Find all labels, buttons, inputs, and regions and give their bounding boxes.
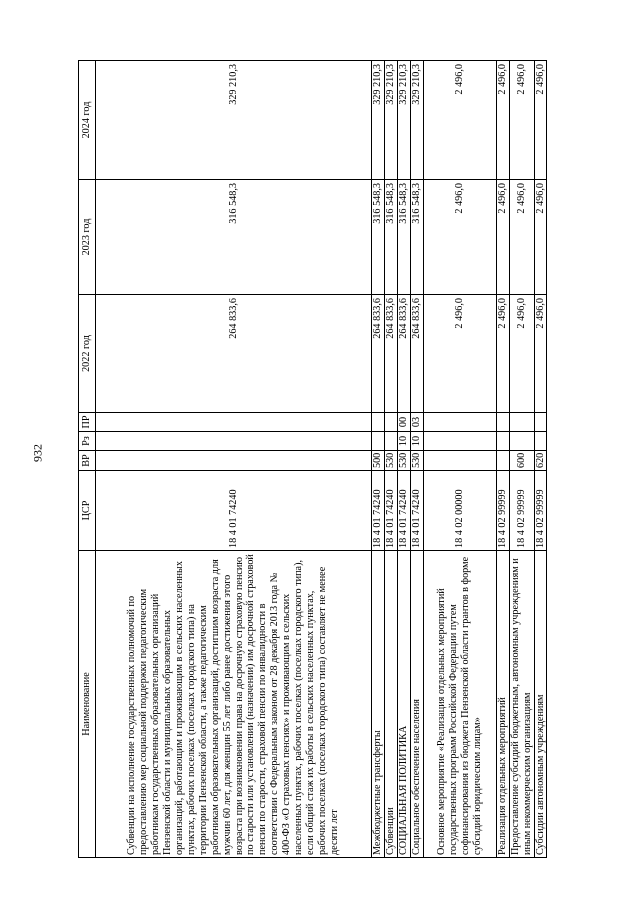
- row-csr: 18 4 01 74240: [384, 471, 397, 551]
- row-rz: [509, 432, 534, 451]
- row-2022: 2 496,0: [496, 295, 509, 413]
- row-2022: 2 496,0: [534, 295, 547, 413]
- row-name: Основное мероприятие «Реализация отдельных мероприятий государственных программ Российской Федерации путем софинансирования из бюджета Пензенской области грантов в форме субсидий юридическим лицам»: [423, 551, 496, 858]
- table-row: [509, 61, 534, 858]
- row-rz: 10: [397, 432, 410, 451]
- row-name: Субсидии автономным учреждениям: [534, 551, 547, 858]
- table-row: [496, 61, 509, 858]
- row-name: СОЦИАЛЬНАЯ ПОЛИТИКА: [397, 551, 410, 858]
- table-row: [423, 61, 496, 858]
- col-header-2023: 2023 год: [79, 180, 96, 295]
- row-2023: 2 496,0: [496, 180, 509, 295]
- row-2023: 2 496,0: [534, 180, 547, 295]
- row-2024: 329 210,3: [372, 61, 385, 180]
- row-2022: 264 833,6: [372, 295, 385, 413]
- row-2023: 316 548,3: [410, 180, 423, 295]
- row-pr: [372, 413, 385, 432]
- row-2023: 316 548,3: [96, 180, 372, 295]
- table-row: [397, 61, 410, 858]
- col-header-rz: Рз: [79, 432, 96, 451]
- table-row: [96, 61, 372, 858]
- row-csr: 18 4 01 74240: [410, 471, 423, 551]
- table-row: [410, 61, 423, 858]
- row-2024: 329 210,3: [384, 61, 397, 180]
- row-2023: 316 548,3: [372, 180, 385, 295]
- row-vr: 600: [509, 451, 534, 471]
- row-name: Субвенции: [384, 551, 397, 858]
- col-header-pr: ПР: [79, 413, 96, 432]
- row-rz: 10: [410, 432, 423, 451]
- row-rz: [496, 432, 509, 451]
- row-2022: 264 833,6: [410, 295, 423, 413]
- row-2024: 2 496,0: [496, 61, 509, 180]
- row-2023: 2 496,0: [423, 180, 496, 295]
- page-number: 932: [30, 444, 45, 462]
- row-pr: [96, 413, 372, 432]
- row-pr: [534, 413, 547, 432]
- row-pr: [423, 413, 496, 432]
- col-header-csr: ЦСР: [79, 471, 96, 551]
- row-2024: 329 210,3: [397, 61, 410, 180]
- row-2022: 2 496,0: [509, 295, 534, 413]
- row-2022: 264 833,6: [96, 295, 372, 413]
- col-header-2024: 2024 год: [79, 61, 96, 180]
- row-pr: [384, 413, 397, 432]
- row-rz: [534, 432, 547, 451]
- row-vr: [423, 451, 496, 471]
- row-pr: [496, 413, 509, 432]
- row-2022: 264 833,6: [397, 295, 410, 413]
- row-name: Межбюджетные трансферты: [372, 551, 385, 858]
- row-2024: 2 496,0: [509, 61, 534, 180]
- row-vr: [96, 451, 372, 471]
- row-pr: 03: [410, 413, 423, 432]
- rotated-table-container: [78, 61, 558, 858]
- row-rz: [423, 432, 496, 451]
- col-header-2022: 2022 год: [79, 295, 96, 413]
- row-2024: 2 496,0: [534, 61, 547, 180]
- col-header-vr: ВР: [79, 451, 96, 471]
- row-csr: 18 4 01 74240: [397, 471, 410, 551]
- row-csr: 18 4 02 99999: [496, 471, 509, 551]
- table-row: [372, 61, 385, 858]
- row-rz: [384, 432, 397, 451]
- row-vr: [496, 451, 509, 471]
- row-pr: 00: [397, 413, 410, 432]
- row-2023: 2 496,0: [509, 180, 534, 295]
- row-csr: 18 4 01 74240: [372, 471, 385, 551]
- row-vr: 620: [534, 451, 547, 471]
- row-csr: 18 4 01 74240: [96, 471, 372, 551]
- row-pr: [509, 413, 534, 432]
- col-header-name: Наименование: [79, 551, 96, 858]
- row-vr: 530: [410, 451, 423, 471]
- row-name: Реализация отдельных мероприятий: [496, 551, 509, 858]
- row-2023: 316 548,3: [384, 180, 397, 295]
- table-row: [384, 61, 397, 858]
- row-vr: 500: [372, 451, 385, 471]
- row-rz: [372, 432, 385, 451]
- row-2022: 264 833,6: [384, 295, 397, 413]
- header-row: [79, 61, 96, 858]
- row-name: Социальное обеспечение населения: [410, 551, 423, 858]
- row-2024: 2 496,0: [423, 61, 496, 180]
- row-2024: 329 210,3: [96, 61, 372, 180]
- row-csr: 18 4 02 99999: [509, 471, 534, 551]
- row-rz: [96, 432, 372, 451]
- row-2022: 2 496,0: [423, 295, 496, 413]
- row-csr: 18 4 02 00000: [423, 471, 496, 551]
- row-name: Субвенции на исполнение государственных полномочий по предоставлению мер социальной поддержки педагогическим работникам государственных образовательных организаций Пензенской области и муниципальных образовательных организаций, работающим и проживающим в сельских населенных пунктах, рабочих поселках (поселках городского типа) на территории Пензенской области, а также педагогическим работникам образовательных организаций, достигшим возраста для мужчин 60 лет, для женщин 55 лет либо ранее достижения этого возраста при возникновении права на досрочную страховую пенсию по старости или установлении (назначении) им досрочной страховой пенсии по старости, страховой пенсии по инвалидности в соответствии с Федеральным законом от 28 декабря 2013 года № 400-ФЗ «О страховых пенсиях» и проживающим в сельских населенных пунктах, рабочих поселках (поселках городского типа), если общий стаж их работы в сельских населенных пунктах, рабочих поселках (поселках городского типа) составляет не менее десяти лет: [96, 551, 372, 858]
- row-2024: 329 210,3: [410, 61, 423, 180]
- row-vr: 530: [384, 451, 397, 471]
- table-row: [534, 61, 547, 858]
- row-name: Предоставление субсидий бюджетным, автономным учреждениям и иным некоммерческим организациям: [509, 551, 534, 858]
- row-2023: 316 548,3: [397, 180, 410, 295]
- row-vr: 530: [397, 451, 410, 471]
- row-csr: 18 4 02 99999: [534, 471, 547, 551]
- budget-table: [78, 60, 547, 858]
